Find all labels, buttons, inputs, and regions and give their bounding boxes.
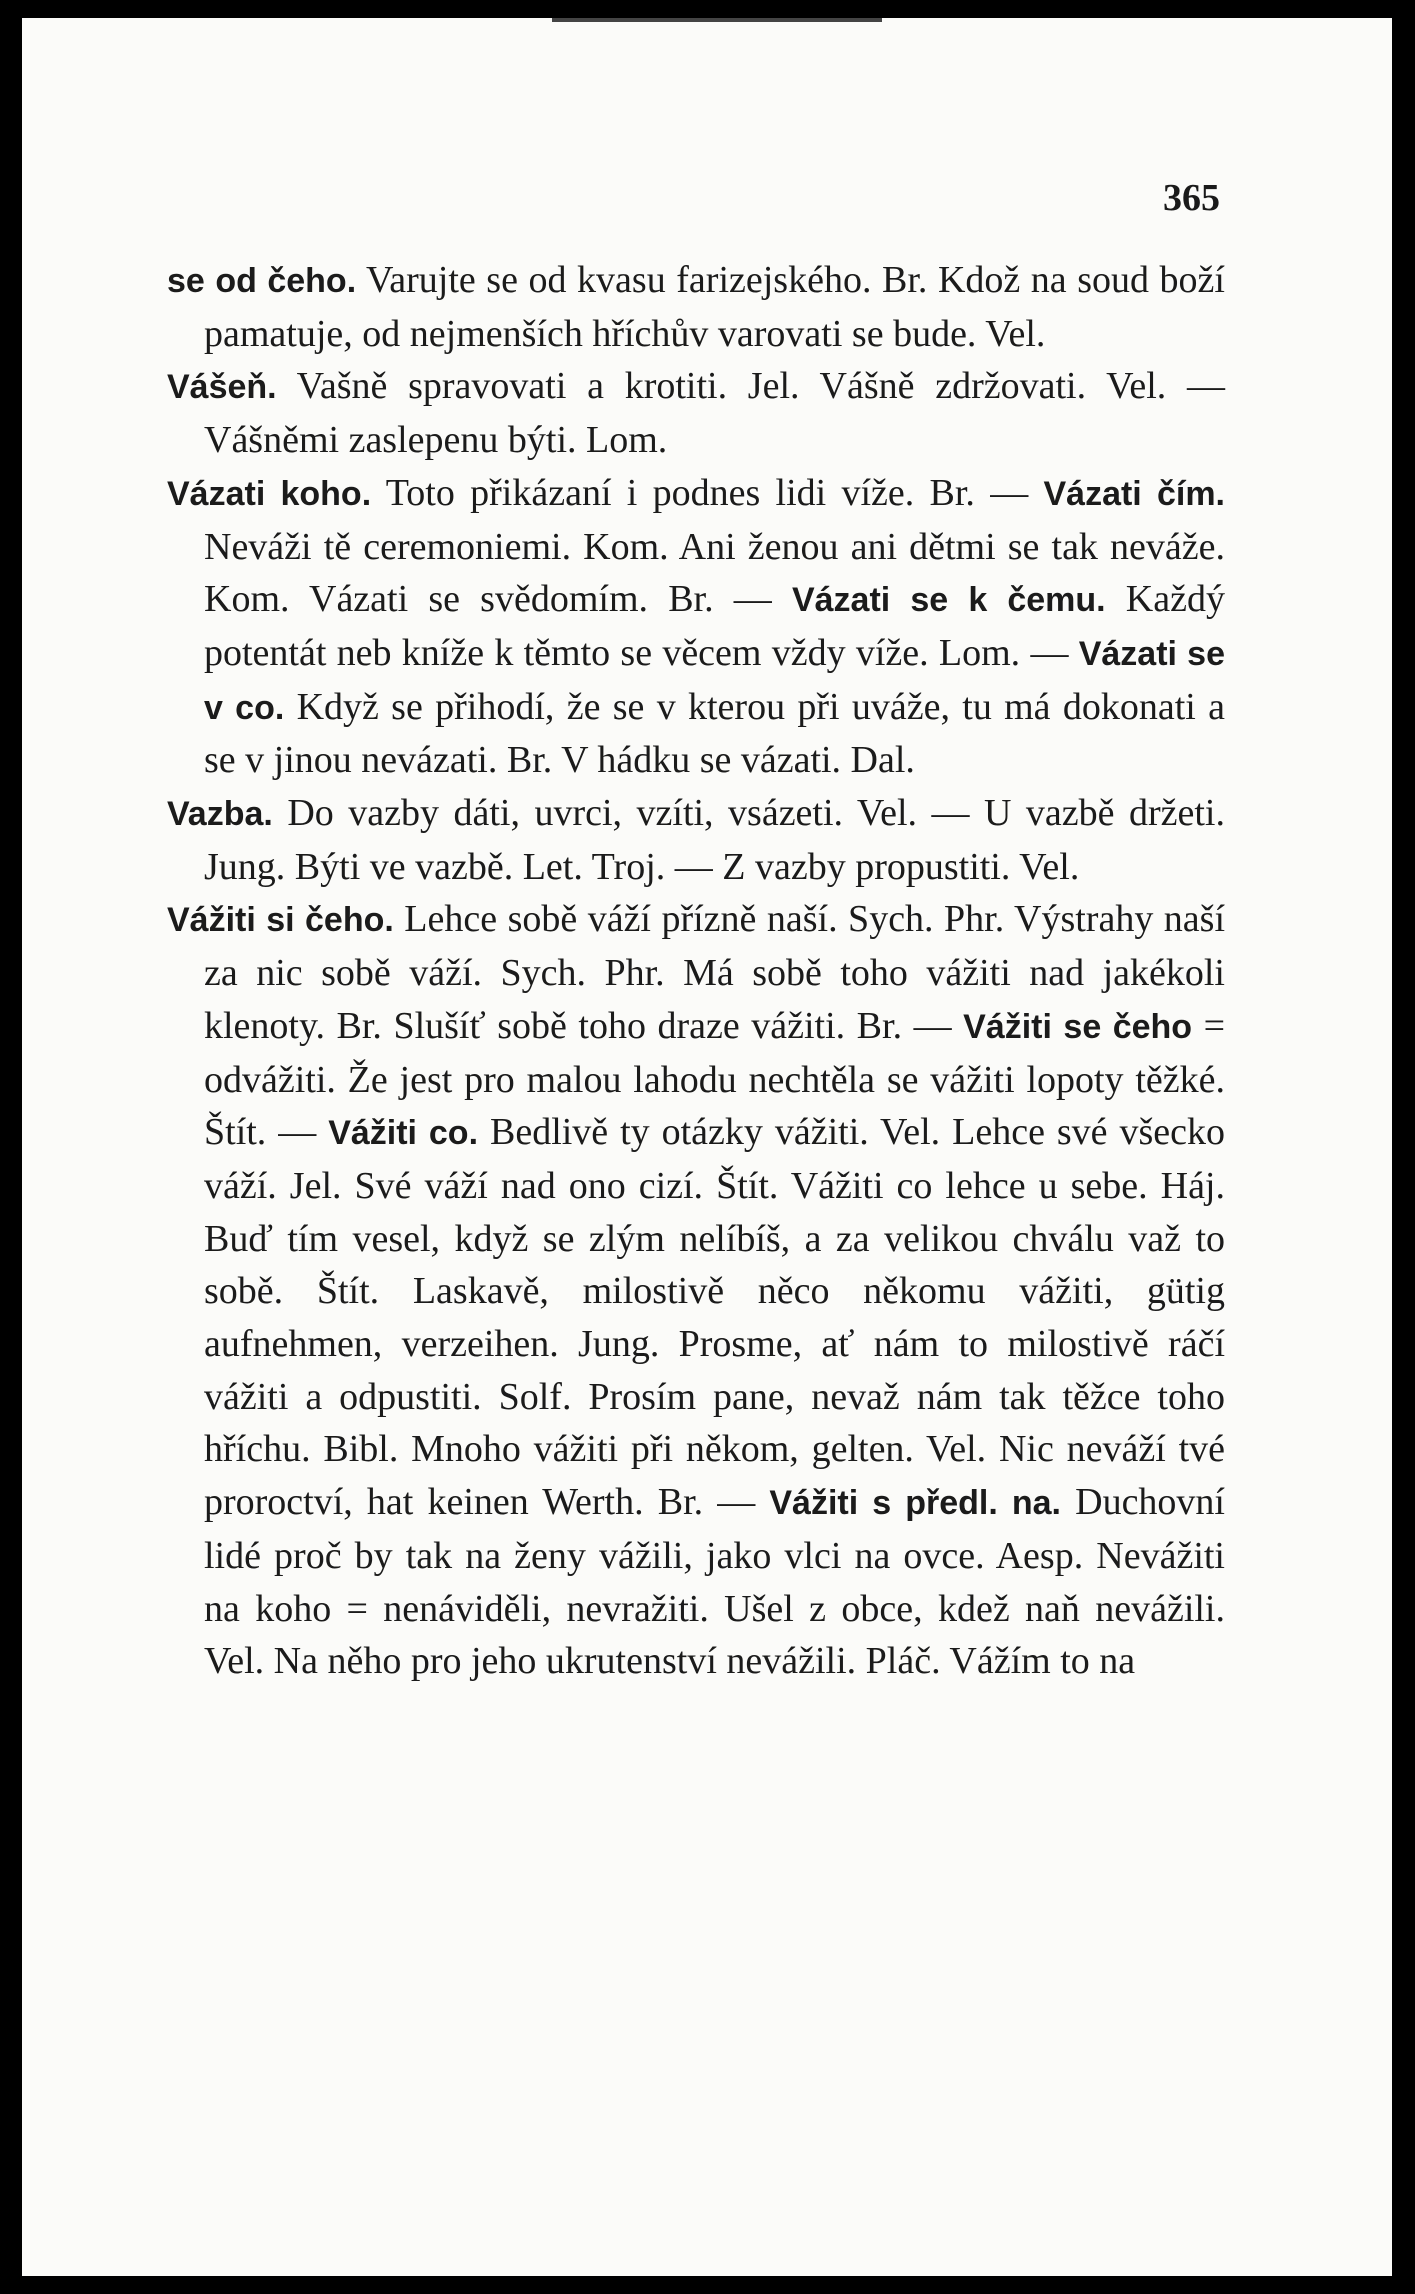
book-page [22, 18, 1392, 2276]
dictionary-entry-vasen [167, 360, 1225, 466]
entry-text: Duchovní lidé proč by tak na ženy vážili, jako vlci na ovce. Aesp. Nevážiti na koho = nenáviděli, nevražiti. Ušel z obce, kdež naň nevážili. Vel. Na něho pro jeho ukrutenství nevážili. Pláč. Vážím to na [204, 1481, 1225, 1683]
entry-headword: se od čeho. [167, 262, 357, 300]
entry-headword: Vazba. [167, 795, 273, 834]
dictionary-entry-vaziti [167, 893, 1225, 1688]
entry-text: Vašně spravovati a krotiti. Jel. Vášně zdržovati. Vel. — Vášněmi zaslepenu býti. Lom. [204, 365, 1225, 462]
entry-headword: Vázati se v co. [204, 634, 1225, 727]
top-edge-mark [552, 18, 882, 22]
entry-headword: Vášeň. [167, 368, 277, 407]
entry-text: Neváži tě ceremoniemi. Kom. Ani ženou ani dětmi se tak neváže. Kom. Vázati se svědomím. Br. — [204, 525, 1225, 621]
entry-headword: Vážiti se čeho [963, 1007, 1193, 1046]
page-number: 365 [1163, 177, 1220, 219]
entry-headword: Vážiti si čeho. [167, 901, 394, 940]
entry-headword: Vázati se k čemu. [791, 581, 1106, 620]
entry-text: Toto přikázaní i podnes lidi víže. Br. — [371, 471, 1044, 514]
entry-headword: Vážiti s předl. na. [769, 1484, 1061, 1523]
entry-headword: Vázati koho. [167, 474, 372, 513]
entry-text: Do vazby dáti, uvrci, vzíti, vsázeti. Vel. — U vazbě držeti. Jung. Býti ve vazbě. Let. Troj. — Z vazby propustiti. Vel. [204, 792, 1225, 888]
entry-text: Bedlivě ty otázky vážiti. Vel. Lehce své všecko váží. Jel. Své váží nad ono cizí. Štít. Vážiti co lehce u sebe. Háj. Buď tím vesel, když se zlým nelíbíš, a za velikou chválu važ to sobě. Štít. Laskavě, milostivě něco někomu vážiti, gütig aufnehmen, verzeihen. Jung. Prosme, ať nám to milostivě ráčí vážiti a odpustiti. Solf. Prosím pane, nevaž nám tak těžce toho hříchu. Bibl. Mnoho vážiti při někom, gelten. Vel. Nic neváží tvé proroctví, hat keinen Werth. Br. — [204, 1111, 1225, 1524]
dictionary-text [167, 254, 1225, 1688]
dictionary-entry-vazati [167, 467, 1225, 787]
entry-headword: Vázati čím. [1043, 474, 1225, 513]
dictionary-entry-se-od-ceho [167, 254, 1225, 360]
entry-text: Lehce sobě váží přízně naší. Sych. Phr. Výstrahy naší za nic sobě váží. Sych. Phr. Má sobě toho vážiti nad jakékoli klenoty. Br. Slušíť sobě toho draze vážiti. Br. — [204, 898, 1226, 1047]
entry-text: = odvážiti. Že jest pro malou lahodu nechtěla se vážiti lopoty těžké. Štít. — [204, 1004, 1225, 1154]
entry-text: Varujte se od kvasu farizejského. Br. Kdož na soud boží pamatuje, od nejmenších hříchův varovati se bude. Vel. [204, 259, 1225, 355]
entry-text: Když se přihodí, že se v kterou při uváže, tu má dokonati a se v jinou nevázati. Br. V hádku se vázati. Dal. [204, 685, 1225, 782]
entry-text: Každý potentát neb kníže k těmto se věcem vždy víže. Lom. — [204, 578, 1225, 674]
dictionary-entry-vazba [167, 787, 1225, 893]
entry-headword: Vážiti co. [328, 1114, 479, 1153]
